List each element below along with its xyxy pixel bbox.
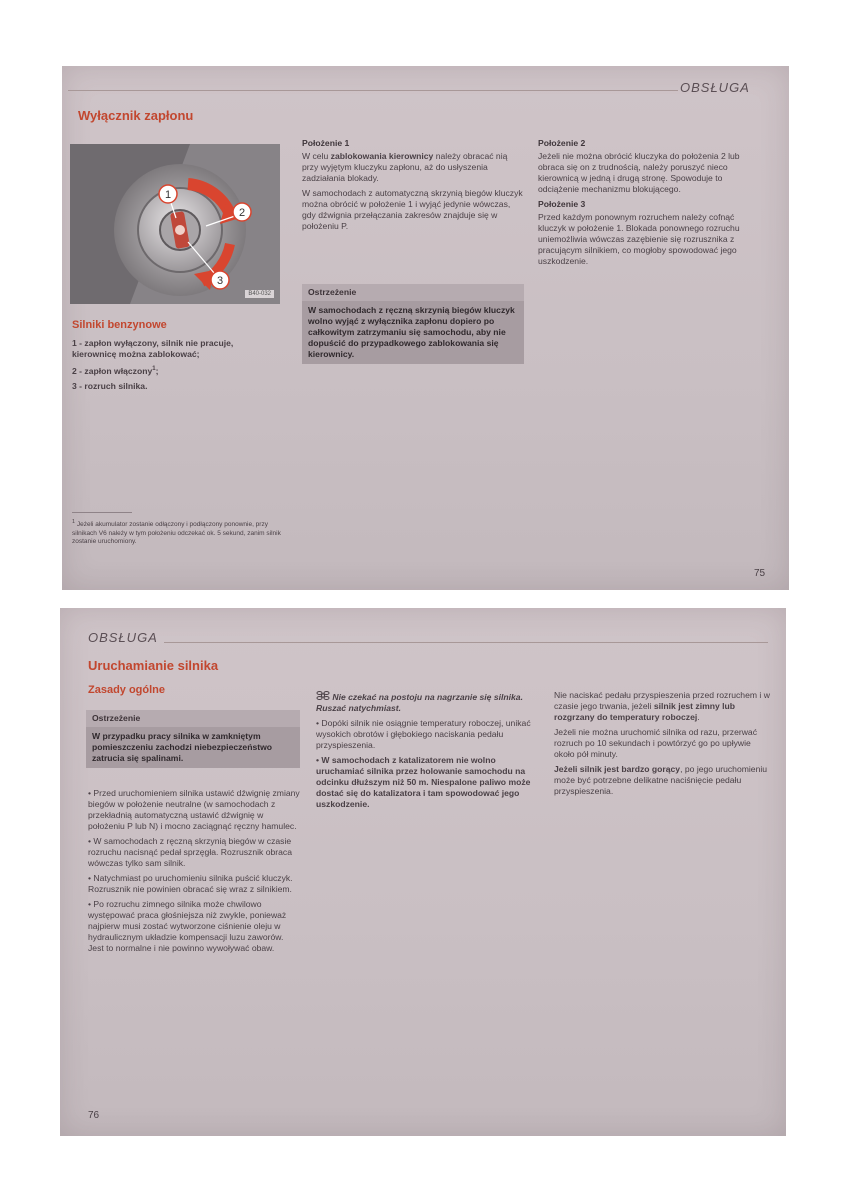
- ignition-positions-list: [72, 338, 277, 396]
- warning-box: [86, 710, 300, 768]
- warning-body: W samochodach z ręczną skrzynią biegów kluczyk wolno wyjąć z wyłącznika zapłonu dopiero po całkowitym zatrzymaniu się samochodu, aby nie dopuścić do przypadkowego zablokowania się kierownicy.: [308, 305, 515, 359]
- eco-tips-column: [316, 690, 538, 814]
- marker-2: 2: [238, 207, 246, 219]
- position-3-text: Przed każdym ponownym rozruchem należy cofnąć kluczyk w położenie 1. Blokada ponownego rozruchu uniemożliwia wówczas zazębienie się rozrusznika z pracującym silnikiem, co mogłoby spowodować jego uszkodzenie.: [538, 212, 740, 266]
- eco-heading-text: Nie czekać na postoju na nagrzanie się silnika. Ruszać natychmiast.: [316, 692, 523, 713]
- general-rules-list: [88, 788, 300, 958]
- manual-page-76: [60, 608, 786, 1136]
- marker-1: 1: [164, 189, 172, 201]
- ignition-switch-figure: [70, 144, 280, 304]
- subtitle: Zasady ogólne: [88, 684, 166, 696]
- warning-title: Ostrzeżenie: [86, 710, 300, 727]
- position-item-3: 3 - rozruch silnika.: [72, 380, 148, 391]
- list-item: • Przed uruchomieniem silnika ustawić dźwignię zmiany biegów w położenie neutralne (w samochodach z przekładnią automatyczną ustawić dźwignię w położeniu P lub N) i mocno zaciągnąć ręczny hamulec.: [88, 788, 300, 831]
- pos1-text-b: należy obracać nią przy wyjętym kluczyku zapłonu, aż do usłyszenia zadziałania blokady.: [302, 151, 508, 183]
- position-2-heading: Położenie 2: [538, 138, 586, 148]
- eco-bullet-2: • W samochodach z katalizatorem nie wolno uruchamiać silnika przez holowanie samochodu na odcinku dłuższym niż 50 m. Niespalone paliwo może dostać się do katalizatora i tam spowodować jego uszkodzenie.: [316, 755, 531, 809]
- footnote-rule: [72, 512, 132, 513]
- positions-2-3-column: [538, 138, 758, 271]
- warning-box: [302, 284, 524, 364]
- figure-label: B40-032: [245, 290, 274, 298]
- flower-icon: [316, 690, 330, 701]
- ignition-switch-illustration: [70, 144, 280, 304]
- p3-text-bold: Jeżeli silnik jest bardzo gorący: [554, 764, 681, 774]
- manual-page-75: [62, 66, 789, 590]
- p1-text-b: .: [697, 712, 700, 722]
- p3-text-b: , po jego uruchomieniu może być potrzebne delikatne naciśnięcie pedału przyspieszenia.: [554, 764, 768, 796]
- header-rule: [68, 90, 678, 91]
- list-item: • Natychmiast po uruchomieniu silnika puścić kluczyk. Rozrusznik nie powinien obracać się wraz z silnikiem.: [88, 873, 293, 894]
- p1-text-bold: silnik jest zimny lub rozgrzany do temperatury roboczej: [554, 701, 736, 722]
- starting-tips-column: [554, 690, 772, 801]
- paragraph-1: [554, 690, 772, 723]
- engines-heading: Silniki benzynowe: [72, 319, 167, 331]
- page-title: Wyłącznik zapłonu: [78, 108, 194, 123]
- marker-3: 3: [216, 275, 224, 287]
- section-header: OBSŁUGA: [680, 80, 750, 95]
- pos1-text-a: W celu: [302, 151, 331, 161]
- pos1-text-bold: zablokowania kierownicy: [330, 151, 434, 161]
- footnote: [72, 518, 287, 547]
- position-item-1: 1 - zapłon wyłączony, silnik nie pracuje, kierownicę można zablokować;: [72, 338, 234, 359]
- page-number: 75: [754, 568, 766, 579]
- position-1-column: [302, 138, 524, 236]
- page-title: Uruchamianie silnika: [88, 658, 219, 673]
- footnote-ref: 1: [152, 366, 156, 372]
- list-item: • W samochodach z ręczną skrzynią biegów w czasie rozruchu nacisnąć pedał sprzęgła. Rozrusznik obraca wówczas tylko sam silnik.: [88, 836, 292, 868]
- section-header: OBSŁUGA: [88, 630, 158, 645]
- p1-text-a: Nie naciskać pedału przyspieszenia przed rozruchem i w czasie jego trwania, jeżeli: [554, 690, 770, 711]
- position-item-2-text: 2 - zapłon włączony: [72, 365, 153, 376]
- warning-body: W przypadku pracy silnika w zamkniętym pomieszczeniu zachodzi niebezpieczeństwo zatrucia się spalinami.: [92, 731, 273, 763]
- paragraph-2: Jeżeli nie można uruchomić silnika od razu, przerwać rozruch po 10 sekundach i powtórzyć go po upływie około pół minuty.: [554, 727, 757, 759]
- header-rule: [164, 642, 768, 643]
- position-1-paragraph-1: [302, 151, 524, 184]
- footnote-mark: 1: [72, 519, 76, 525]
- eco-heading: [316, 690, 538, 714]
- page-number: 76: [88, 1110, 100, 1121]
- footnote-text: Jeżeli akumulator zostanie odłączony i podłączony ponownie, przy silnikach V6 należy w tym położeniu odczekać ok. 5 sekund, zanim silnik zostanie uruchomiony.: [72, 521, 281, 546]
- paragraph-3: [554, 764, 772, 797]
- position-2-text: Jeżeli nie można obrócić kluczyka do położenia 2 lub obraca się on z trudnością, należy poruszyć nieco kierownicą w jedną i drugą stronę. Spowoduje to odciążenie mechanizmu blokującego.: [538, 151, 740, 194]
- position-1-heading: Położenie 1: [302, 138, 350, 148]
- position-3-heading: Położenie 3: [538, 199, 586, 209]
- position-1-paragraph-2: W samochodach z automatyczną skrzynią biegów kluczyk można obrócić w położenie 1 i wyjąć jedynie wówczas, gdy dźwignia przełączania zakresów znajduje się w położeniu P.: [302, 188, 523, 231]
- eco-bullet-1: • Dopóki silnik nie osiągnie temperatury roboczej, unikać wysokich obrotów i głębokiego naciskania pedału przyspieszenia.: [316, 718, 531, 750]
- position-item-2: 2 - zapłon włączony$^1$;: [72, 365, 159, 376]
- list-item: • Po rozruchu zimnego silnika może chwilowo występować praca głośniejsza niż zwykle, ponieważ najpierw musi zostać wytworzone ciśnienie oleju w hydraulicznym układzie kompensacji luzu zaworów. Jest to normalne i nie powinno wywoływać obaw.: [88, 899, 287, 953]
- warning-title: Ostrzeżenie: [302, 284, 524, 301]
